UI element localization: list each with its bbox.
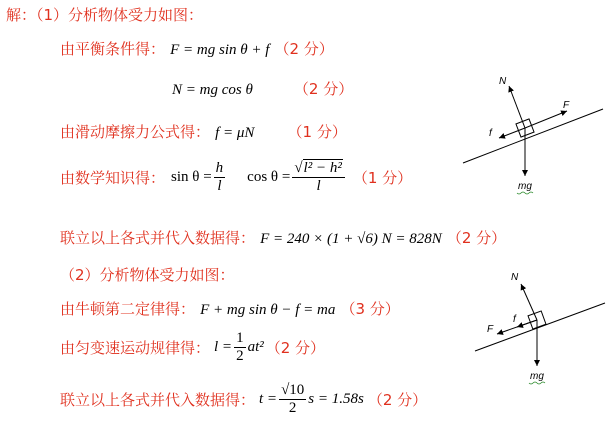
- final-lhs: t =: [259, 391, 278, 407]
- normal-force-arrow: [509, 86, 525, 128]
- newton-label: 由牛顿第二定律得：: [60, 300, 196, 318]
- kinematics-fraction: [234, 330, 246, 365]
- friction-label: 由滑动摩擦力公式得：: [60, 123, 211, 141]
- mg-underline: [517, 192, 533, 194]
- sin-lhs: sin θ =: [171, 169, 212, 185]
- friction-equation: f = μN: [215, 125, 255, 141]
- label-f: f: [489, 128, 492, 139]
- final-numerator: √10: [281, 382, 305, 398]
- label-N: N: [499, 76, 507, 87]
- kinematics-numerator: 1: [236, 330, 244, 346]
- cos-numerator: √l² − h²: [292, 160, 345, 178]
- label-mg: mg: [530, 371, 544, 382]
- label-F: F: [487, 324, 494, 335]
- normal-equation: N = mg cos θ: [172, 82, 253, 98]
- sin-denominator: l: [217, 178, 222, 194]
- final-denominator: 2: [288, 400, 297, 416]
- label-F: F: [563, 100, 570, 111]
- cos-lhs: cos θ =: [247, 169, 291, 185]
- kinematics-rhs: at²: [247, 339, 264, 355]
- friction-score: （1 分）: [287, 123, 347, 141]
- normal-score: （2 分）: [293, 80, 354, 98]
- newton-line: [60, 298, 400, 319]
- normal-force-arrow: [521, 284, 537, 320]
- final-score: （2 分）: [367, 391, 428, 409]
- balance-label: 由平衡条件得：: [60, 40, 166, 58]
- normal-line: [172, 78, 353, 99]
- math-line: [60, 160, 412, 195]
- kinematics-line: [60, 330, 325, 365]
- friction-line: [60, 121, 347, 142]
- math-label: 由数学知识得：: [60, 169, 166, 187]
- combine-line: [60, 227, 506, 248]
- cos-denominator: l: [316, 178, 321, 194]
- part1-header: 解：（1）分析物体受力如图：: [6, 6, 204, 24]
- force-diagram-2: [455, 266, 607, 391]
- label-mg: mg: [518, 181, 532, 192]
- sin-numerator: h: [215, 160, 224, 176]
- balance-line: [60, 38, 334, 59]
- balance-equation: F = mg sin θ + f: [170, 42, 270, 58]
- kinematics-score: （2 分）: [265, 339, 326, 357]
- kinematics-label: 由匀变速运动规律得：: [60, 339, 211, 357]
- combine-label: 联立以上各式并代入数据得：: [60, 229, 256, 247]
- sin-fraction: [214, 160, 226, 195]
- label-f: f: [513, 314, 516, 325]
- cos-numerator-radicand: l² − h²: [303, 160, 342, 176]
- label-N: N: [511, 272, 519, 283]
- final-rhs: s = 1.58s: [308, 391, 364, 407]
- mg-underline: [529, 382, 545, 384]
- cos-fraction: [292, 160, 345, 195]
- newton-score: （3 分）: [340, 300, 400, 318]
- kinematics-lhs: l =: [214, 339, 233, 355]
- newton-equation: F + mg sin θ − f = ma: [200, 302, 336, 318]
- incline-surface: [475, 303, 605, 351]
- force-diagram-1: [455, 66, 605, 206]
- kinematics-denominator: 2: [236, 348, 244, 364]
- final-fraction: [279, 382, 306, 417]
- final-line: [60, 382, 427, 417]
- balance-score: （2 分）: [274, 40, 334, 58]
- incline-surface: [463, 109, 603, 163]
- combine-equation: F = 240 × (1 + √6) N = 828N: [260, 231, 442, 247]
- part2-header: （2）分析物体受力如图：: [60, 266, 235, 284]
- math-score: （1 分）: [352, 169, 413, 187]
- combine-score: （2 分）: [446, 229, 507, 247]
- final-label: 联立以上各式并代入数据得：: [60, 391, 256, 409]
